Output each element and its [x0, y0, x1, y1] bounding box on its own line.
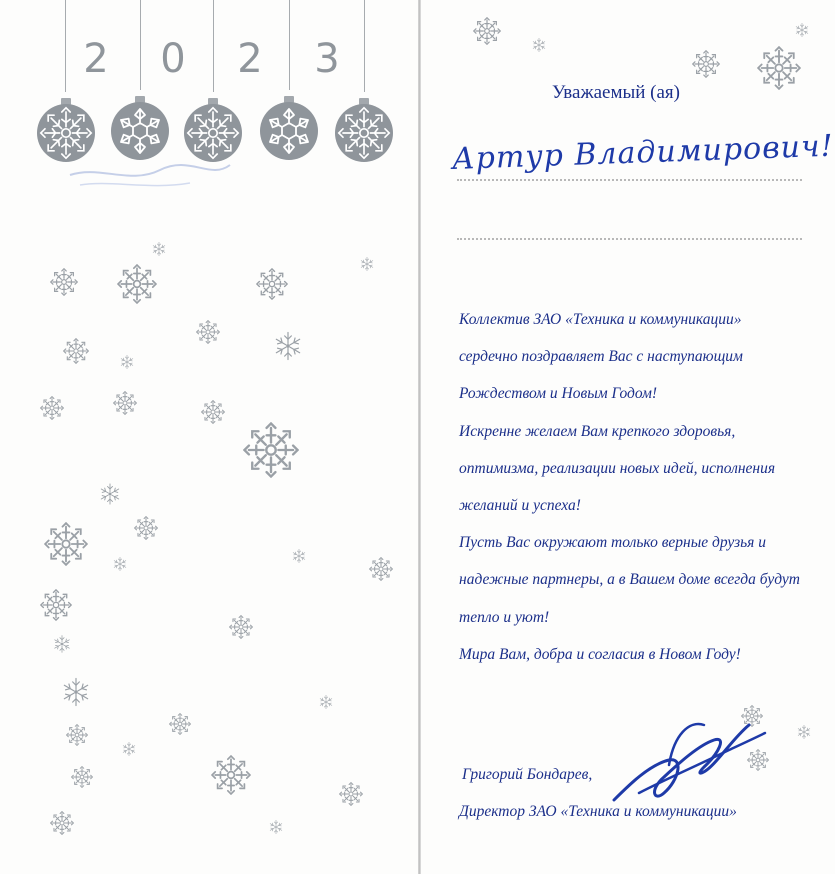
salutation: Уважаемый (ая) — [552, 82, 680, 103]
snowflake-icon — [211, 755, 251, 795]
string-2 — [140, 0, 141, 90]
signature-mark — [609, 705, 769, 815]
snowflake-icon — [268, 819, 284, 835]
snowflake-icon — [66, 724, 88, 746]
year-digit-4: 3 — [314, 36, 340, 82]
message-line: Мира Вам, добра и согласия в Новом Году! — [459, 645, 741, 663]
message-line: тепло и уют! — [459, 608, 550, 626]
snowflake-icon — [60, 676, 92, 708]
christmas-ball-icon — [329, 93, 399, 173]
message-line: Искренне желаем Вам крепкого здоровья, — [459, 422, 736, 440]
snowflake-icon — [794, 22, 810, 38]
snowflake-icon — [196, 320, 220, 344]
message-line: Коллектив ЗАО «Техника и коммуникации» — [459, 311, 742, 328]
snowflake-icon — [50, 811, 74, 835]
string-1 — [65, 0, 66, 92]
snowflake-icon — [151, 241, 167, 257]
snowflake-icon — [40, 589, 72, 621]
snowflake-icon — [50, 268, 78, 296]
string-5 — [364, 0, 365, 92]
right-panel-letter — [421, 0, 835, 874]
message-line: сердечно поздравляет Вас с наступающим — [459, 348, 743, 366]
snowflake-icon — [169, 713, 191, 735]
snowflake-icon — [40, 396, 64, 420]
year-digit-3: 2 — [237, 36, 263, 82]
message-line: Пусть Вас окружают только верные друзья и — [459, 534, 766, 552]
snowflake-icon — [117, 264, 157, 304]
blank-dotted-line — [457, 238, 802, 240]
message-line: желаний и успеха! — [459, 497, 581, 515]
recipient-dotted-line — [457, 179, 802, 181]
snowflake-icon — [98, 482, 122, 506]
string-4 — [289, 0, 290, 90]
christmas-ball-icon — [254, 91, 324, 171]
snowflake-icon — [339, 782, 363, 806]
snowflake-icon — [272, 330, 304, 362]
snowflake-icon — [291, 548, 307, 564]
signer-name: Григорий Бондарев, — [462, 766, 593, 783]
message-line: Рождеством и Новым Годом! — [459, 385, 658, 403]
greeting-message — [459, 301, 829, 673]
snowflake-icon — [229, 615, 253, 639]
signer-title: Директор ЗАО «Техника и коммуникации» — [459, 803, 737, 820]
string-3 — [213, 0, 214, 92]
snowflake-icon — [112, 556, 128, 572]
snowflake-icon — [201, 400, 225, 424]
snowflake-icon — [71, 766, 93, 788]
snowflake-icon — [531, 37, 547, 53]
year-digit-2: 0 — [160, 36, 186, 82]
snowflake-icon — [692, 50, 720, 78]
snowflake-icon — [134, 516, 158, 540]
message-line: надежные партнеры, а в Вашем доме всегда будут — [459, 571, 800, 589]
snowflake-icon — [121, 741, 137, 757]
snowflake-icon — [113, 391, 137, 415]
snowflake-icon — [359, 256, 375, 272]
snowflake-icon — [473, 17, 501, 45]
snowflake-icon — [243, 422, 299, 478]
snowflake-icon — [44, 522, 88, 566]
message-line: оптимизма, реализации новых идей, исполнения — [459, 459, 776, 477]
stamp-mark — [60, 145, 240, 205]
snowflake-icon — [119, 354, 135, 370]
snowflake-icon — [757, 46, 801, 90]
snowflake-icon — [796, 724, 812, 740]
recipient-name-handwritten: Артур Владимирович! — [451, 128, 835, 177]
snowflake-icon — [256, 268, 288, 300]
snowflake-icon — [318, 694, 334, 710]
year-digit-1: 2 — [83, 36, 109, 82]
snowflake-icon — [52, 634, 72, 654]
snowflake-icon — [369, 557, 393, 581]
snowflake-icon — [63, 338, 89, 364]
